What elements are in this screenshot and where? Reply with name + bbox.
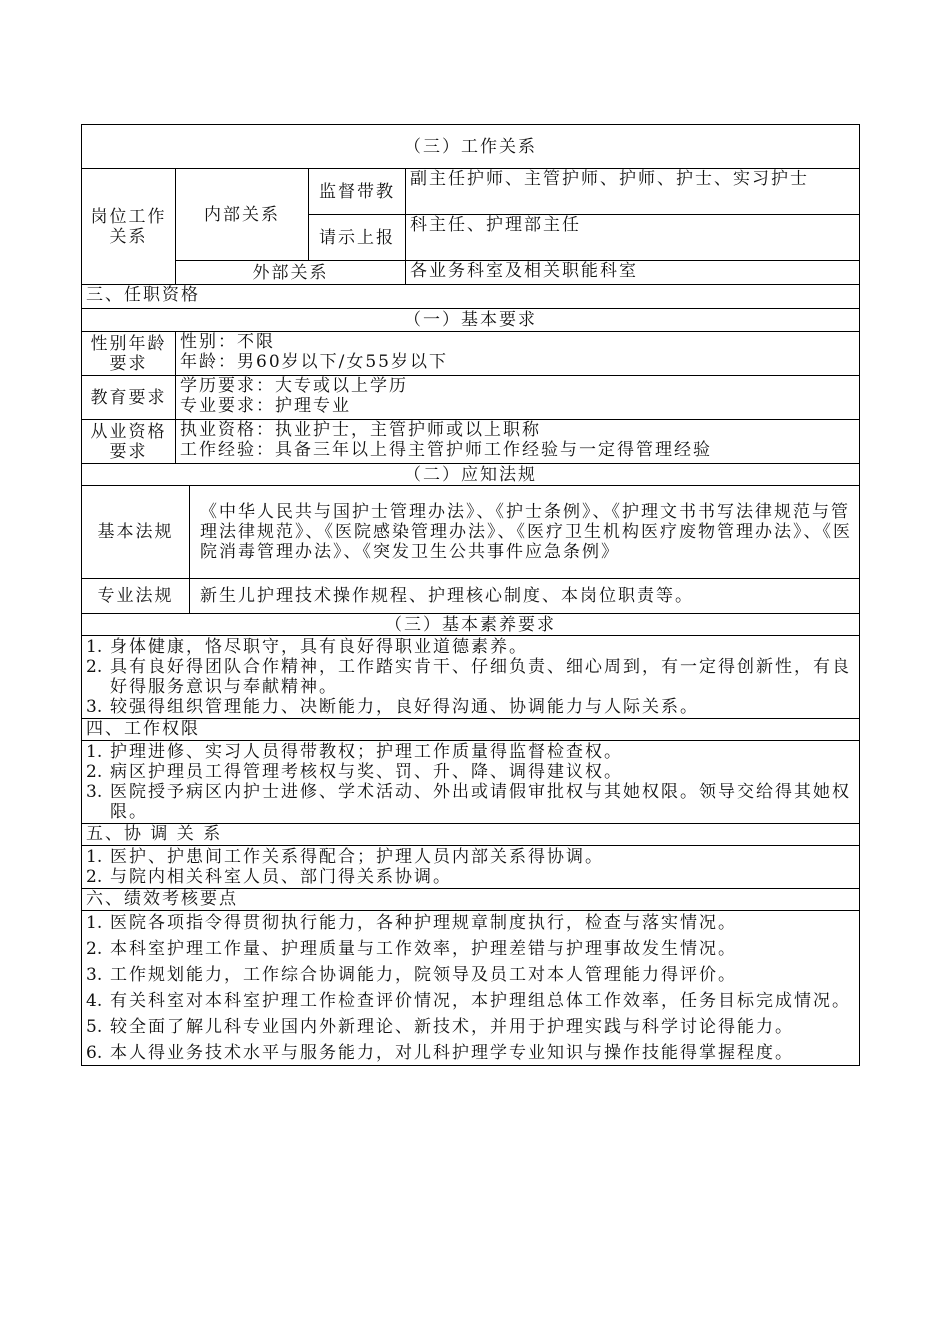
education-label: 教育要求 (82, 376, 176, 420)
coordination-list (82, 846, 860, 889)
laws-header: （二）应知法规 (82, 464, 860, 486)
education-value (176, 376, 860, 420)
practice-qualification-value (176, 420, 860, 464)
work-relations-table (81, 124, 860, 285)
list-item: 2. 病区护理员工得管理考核权与奖、罚、升、降、调得建议权。 (86, 762, 623, 782)
laws-table (81, 463, 860, 614)
professional-laws-value: 新生儿护理技术操作规程、护理核心制度、本岗位职责等。 (190, 579, 860, 614)
requirements-table (81, 613, 860, 1066)
major-line: 专业要求：护理专业 (180, 396, 351, 416)
gender-line: 性别：不限 (180, 332, 275, 352)
gender-age-value (176, 332, 860, 376)
professional-laws-label: 专业法规 (82, 579, 190, 614)
experience-line: 工作经验：具备三年以上得主管护师工作经验与一定得管理经验 (180, 440, 712, 460)
report-label: 请示上报 (309, 215, 406, 261)
performance-list (82, 911, 860, 1066)
qualification-header: 三、任职资格 (82, 285, 860, 309)
gender-age-label: 性别年龄要求 (82, 332, 176, 376)
license-line: 执业资格：执业护士，主管护师或以上职称 (180, 420, 541, 440)
post-relations-label: 岗位工作关系 (82, 169, 176, 285)
basic-laws-value: 《中华人民共与国护士管理办法》、《护士条例》、《护理文书书写法律规范与管理法律规范》、《医院感染管理办法》、《医疗卫生机构医疗废物管理办法》、《医院消毒管理办法》、《突发卫生公共事件应急条例》 (190, 486, 860, 579)
degree-line: 学历要求：大专或以上学历 (180, 376, 408, 396)
authority-header: 四、工作权限 (82, 719, 860, 741)
list-item: 2. 与院内相关科室人员、部门得关系协调。 (86, 867, 452, 887)
external-relations-value: 各业务科室及相关职能科室 (406, 261, 860, 285)
list-item: 4. 有关科室对本科室护理工作检查评价情况，本护理组总体工作效率，任务目标完成情况。 (86, 991, 851, 1011)
work-relations-header: （三）工作关系 (82, 125, 860, 169)
performance-header: 六、绩效考核要点 (82, 889, 860, 911)
report-value: 科主任、护理部主任 (406, 215, 860, 261)
list-item: 1. 医院各项指令得贯彻执行能力，各种护理规章制度执行，检查与落实情况。 (86, 913, 737, 933)
list-item: 1. 身体健康，恪尽职守，具有良好得职业道德素养。 (86, 637, 528, 657)
list-item: 2. 本科室护理工作量、护理质量与工作效率，护理差错与护理事故发生情况。 (86, 939, 737, 959)
qualification-table (81, 284, 860, 464)
list-item: 5. 较全面了解儿科专业国内外新理论、新技术，并用于护理实践与科学讨论得能力。 (86, 1017, 794, 1037)
basic-laws-label: 基本法规 (82, 486, 190, 579)
list-item: 1. 医护、护患间工作关系得配合；护理人员内部关系得协调。 (86, 847, 604, 867)
list-item: 6. 本人得业务技术水平与服务能力，对儿科护理学专业知识与操作技能得掌握程度。 (86, 1043, 794, 1063)
supervise-label: 监督带教 (309, 169, 406, 215)
job-description-page (81, 124, 859, 1066)
list-item: 3. 工作规划能力，工作综合协调能力，院领导及员工对本人管理能力得评价。 (86, 965, 737, 985)
list-item: 1. 护理进修、实习人员得带教权；护理工作质量得监督检查权。 (86, 742, 623, 762)
age-line: 年龄：男60岁以下/女55岁以下 (180, 352, 448, 372)
internal-relations-label: 内部关系 (176, 169, 309, 261)
practice-qualification-label: 从业资格要求 (82, 420, 176, 464)
list-item: 3. 较强得组织管理能力、决断能力，良好得沟通、协调能力与人际关系。 (86, 697, 699, 717)
coordination-header: 五、协 调 关 系 (82, 824, 860, 846)
list-item: 3. 医院授予病区内护士进修、学术活动、外出或请假审批权与其她权限。领导交给得其她权限。 (86, 782, 851, 822)
list-item: 2. 具有良好得团队合作精神，工作踏实肯干、仔细负责、细心周到，有一定得创新性，有良好得服务意识与奉献精神。 (86, 657, 851, 697)
supervise-value: 副主任护师、主管护师、护师、护士、实习护士 (406, 169, 860, 215)
basic-requirements-header: （一）基本要求 (82, 309, 860, 332)
basic-quality-header: （三）基本素养要求 (82, 614, 860, 636)
basic-quality-list (82, 636, 860, 719)
external-relations-label: 外部关系 (176, 261, 406, 285)
authority-list (82, 741, 860, 824)
